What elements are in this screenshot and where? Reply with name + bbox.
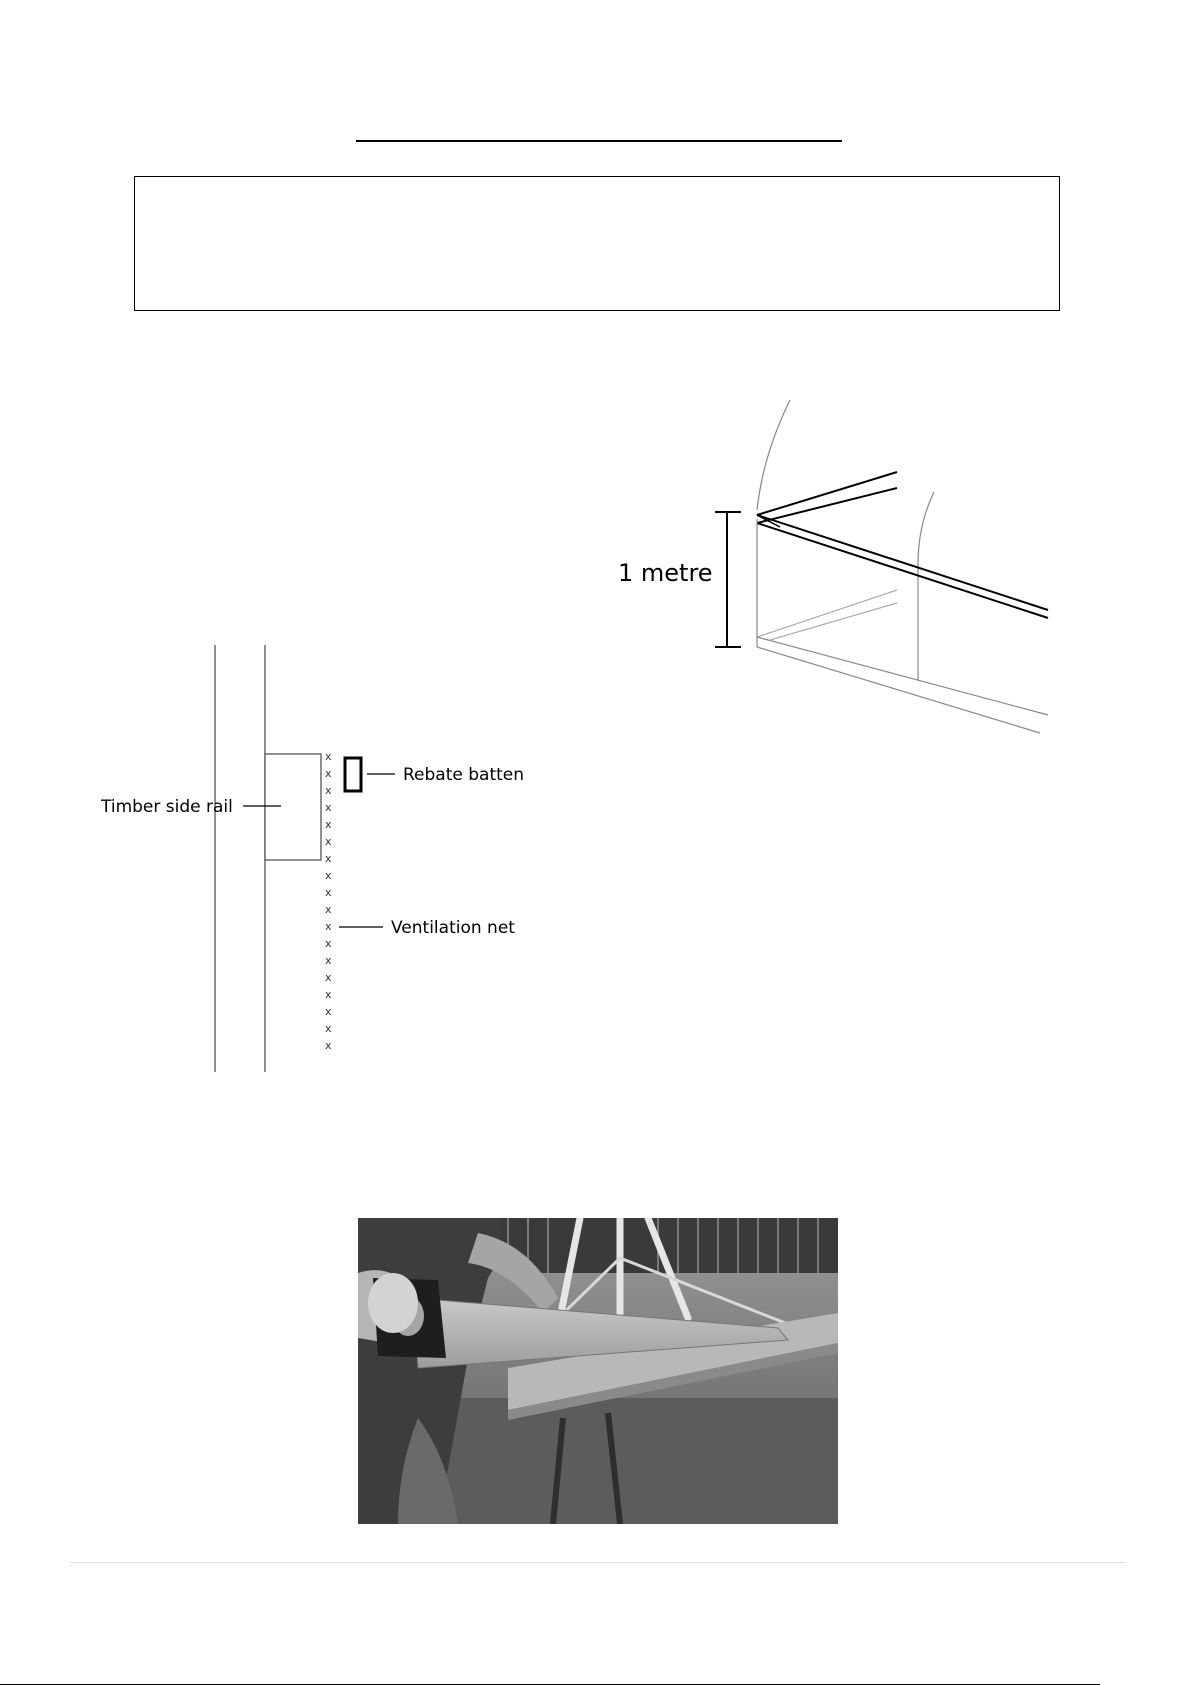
rail-section-diagram	[95, 640, 545, 1080]
ventilation-net-marker: x	[325, 988, 332, 1001]
ventilation-net-marker: x	[325, 886, 332, 899]
frame-hoop-right	[918, 492, 934, 680]
ventilation-net-marker: x	[325, 750, 332, 763]
ventilation-net-label: Ventilation net	[391, 918, 515, 938]
footer-divider	[70, 1562, 1126, 1563]
dimension-label: 1 metre	[618, 559, 713, 587]
ventilation-net-marker: x	[325, 920, 332, 933]
frame-bottom-rail-long-b	[757, 647, 1040, 733]
ventilation-net-marker: x	[325, 903, 332, 916]
ventilation-net-marker: x	[325, 852, 332, 865]
rebate-batten	[345, 758, 361, 791]
ventilation-net-marker: x	[325, 869, 332, 882]
ventilation-net-marker: x	[325, 1022, 332, 1035]
frame-bottom-rail-back-b	[770, 603, 897, 640]
frame-hoop-left	[757, 400, 790, 510]
frame-top-rail-long-b	[757, 523, 1048, 618]
timber-side-rail-label: Timber side rail	[101, 797, 233, 817]
frame-bottom-rail-long-a	[757, 637, 1048, 715]
sawing-timber-photo	[358, 1218, 838, 1524]
frame-corner-diagram	[600, 395, 1060, 740]
ventilation-net	[325, 750, 332, 1052]
frame-top-rail-long-a	[757, 515, 1048, 610]
ventilation-net-marker: x	[325, 835, 332, 848]
rebate-batten-label: Rebate batten	[403, 765, 525, 785]
ventilation-net-marker: x	[325, 971, 332, 984]
ventilation-net-marker: x	[325, 1039, 332, 1052]
ventilation-net-marker: x	[325, 784, 332, 797]
ventilation-net-marker: x	[325, 954, 332, 967]
frame-bottom-rail-back-a	[757, 590, 897, 637]
ventilation-net-marker: x	[325, 818, 332, 831]
ventilation-net-marker: x	[325, 801, 332, 814]
notice-box	[134, 176, 1060, 311]
title-underline	[356, 140, 842, 142]
ventilation-net-marker: x	[325, 937, 332, 950]
ventilation-net-marker: x	[325, 1005, 332, 1018]
timber-side-rail	[265, 754, 321, 860]
ventilation-net-marker: x	[325, 767, 332, 780]
